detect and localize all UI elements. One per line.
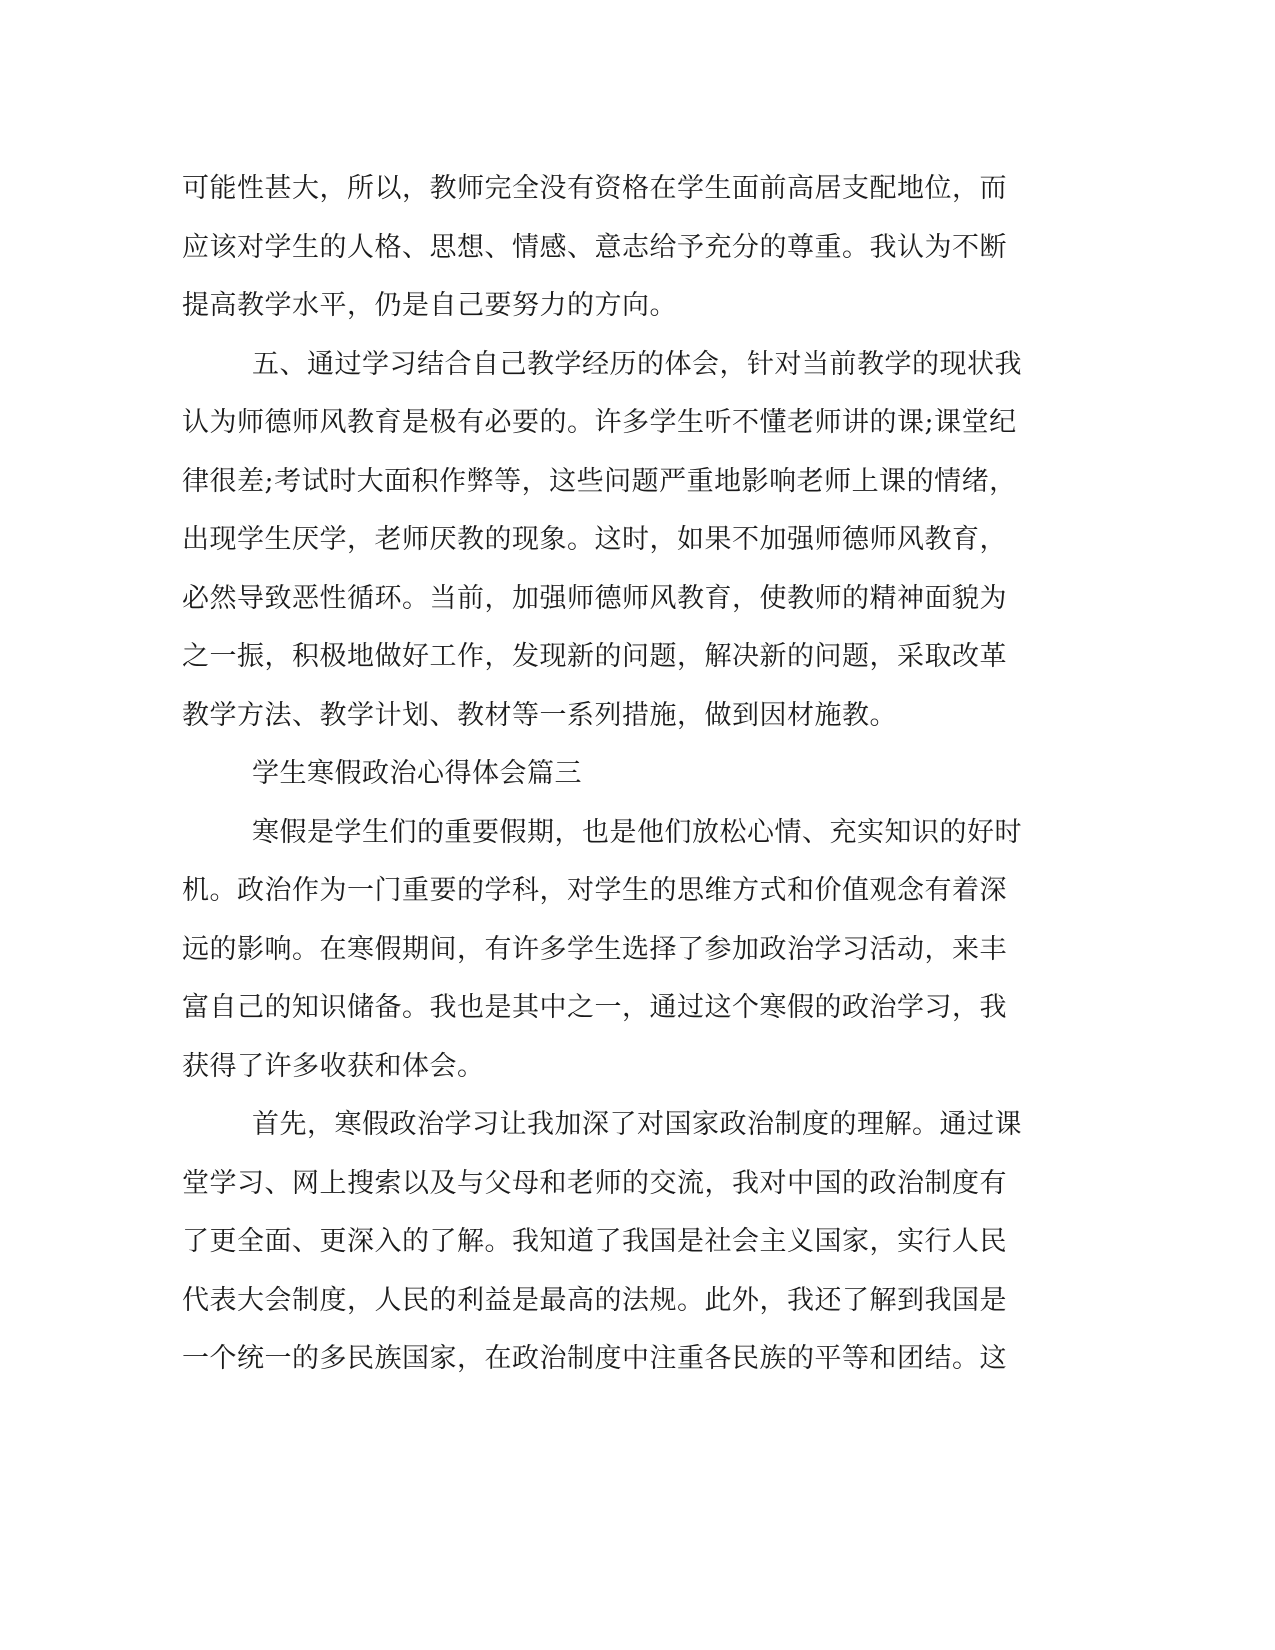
document-body	[182, 160, 1028, 1389]
text-line: 教学方法、教学计划、教材等一系列措施，做到因材施教。	[182, 699, 897, 731]
text-line: 首先，寒假政治学习让我加深了对国家政治制度的理解。通过课	[252, 1109, 1022, 1140]
text-line: 了更全面、更深入的了解。我知道了我国是社会主义国家，实行人民	[182, 1226, 1007, 1257]
text-line: 律很差;考试时大面积作弊等，这些问题严重地影响老师上课的情绪，	[182, 465, 1017, 497]
text-line: 获得了许多收获和体会。	[182, 1050, 485, 1082]
paragraph-teacher-respect	[182, 160, 1028, 336]
paragraph-winter-break-intro	[182, 804, 1028, 1097]
text-line: 寒假是学生们的重要假期，也是他们放松心情、充实知识的好时	[252, 816, 1022, 848]
text-line: 认为师德师风教育是极有必要的。许多学生听不懂老师讲的课;课堂纪	[182, 407, 1017, 438]
text-line: 可能性甚大，所以，教师完全没有资格在学生面前高居支配地位，而	[182, 173, 1007, 204]
text-line: 提高教学水平，仍是自己要努力的方向。	[182, 290, 677, 321]
text-line: 出现学生厌学，老师厌教的现象。这时，如果不加强师德师风教育，	[182, 524, 1007, 555]
text-line: 机。政治作为一门重要的学科，对学生的思维方式和价值观念有着深	[182, 875, 1007, 906]
text-line: 堂学习、网上搜索以及与父母和老师的交流，我对中国的政治制度有	[182, 1167, 1007, 1199]
paragraph-point-five	[182, 336, 1028, 746]
text-line: 远的影响。在寒假期间，有许多学生选择了参加政治学习活动，来丰	[182, 933, 1007, 965]
paragraph-political-system	[182, 1096, 1028, 1389]
text-line: 一个统一的多民族国家，在政治制度中注重各民族的平等和团结。这	[182, 1343, 1007, 1374]
text-line: 应该对学生的人格、思想、情感、意志给予充分的尊重。我认为不断	[182, 231, 1007, 263]
text-line: 富自己的知识储备。我也是其中之一，通过这个寒假的政治学习，我	[182, 992, 1007, 1023]
text-line: 五、通过学习结合自己教学经历的体会，针对当前教学的现状我	[252, 348, 1022, 380]
section-heading-text: 学生寒假政治心得体会篇三	[252, 758, 582, 789]
text-line: 必然导致恶性循环。当前，加强师德师风教育，使教师的精神面貌为	[182, 582, 1007, 614]
text-line: 之一振，积极地做好工作，发现新的问题，解决新的问题，采取改革	[182, 641, 1007, 672]
text-line: 代表大会制度，人民的利益是最高的法规。此外，我还了解到我国是	[182, 1284, 1007, 1316]
section-heading	[182, 745, 1028, 804]
